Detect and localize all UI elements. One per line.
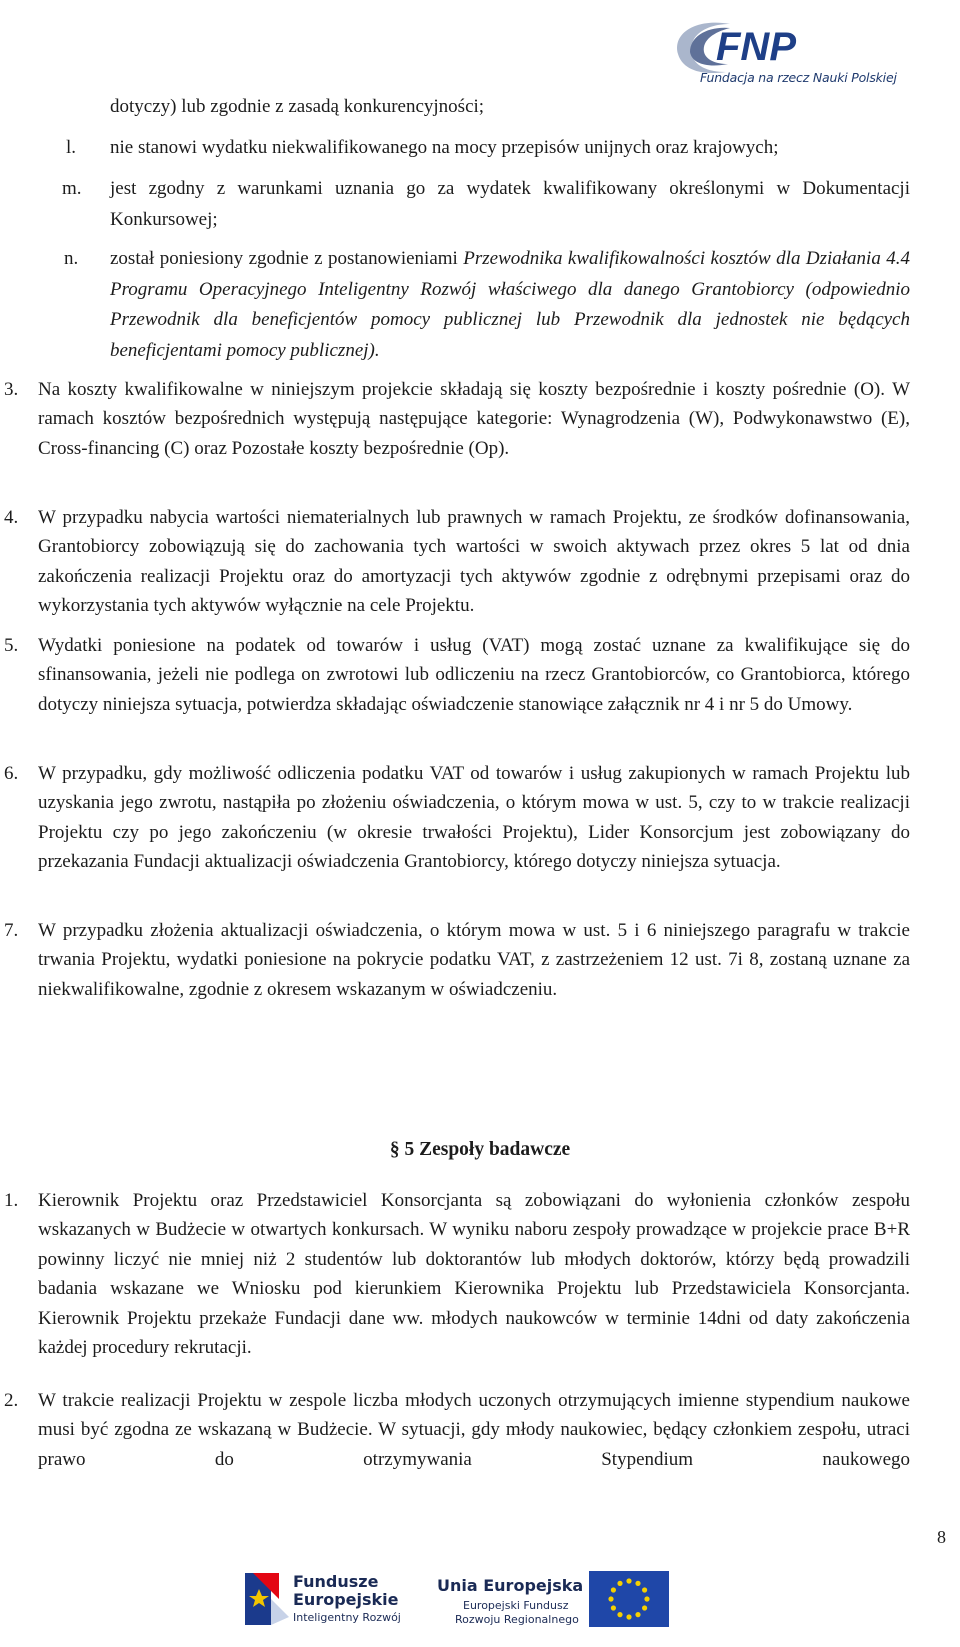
subitem-text-italic: Przewodnika kwalifikowalności kosztów dla Działania 4.4 Programu Operacyjnego Inteligentny Rozwój właściwego dla danego Grantobiorcy (odpowiednio Przewodnik dla beneficjentów pomocy publicznej lub Przewodnik dla jednostek nie będących beneficjentami pomocy publicznej). (110, 248, 911, 362)
fundusze-europejskie-logo (245, 1572, 401, 1625)
item-number-5: 5. (4, 635, 19, 656)
section-item-1 (38, 1186, 910, 1362)
subitem-m (110, 174, 910, 235)
item-4 (38, 503, 910, 621)
continuation-text: dotyczy) lub zgodnie z zasadą konkurencyjności; (110, 96, 485, 117)
item-text: Kierownik Projektu oraz Przedstawiciel Konsorcjanta są zobowiązani do wyłonienia członków zespołu wskazanych w Budżecie w otwartych konkursach. W wyniku naboru zespoły prowadzące w projekcie prace B+R powinny liczyć nie mniej niż 2 studentów lub doktorantów lub młodych doktorów, którzy będą prowadzili badania wskazane we Wniosku pod kierunkiem Kierownika Projektu lub Przedstawiciela Konsorcjanta. Kierownik Projektu przekaże Fundacji dane ww. młodych naukowców w terminie 14dni od daty zakończenia każdej procedury rekrutacji. (38, 1190, 910, 1359)
footer-logos (245, 1565, 725, 1645)
subitem-l (110, 133, 910, 164)
section-item-number-1: 1. (4, 1190, 19, 1211)
fe-line2: Europejskie (293, 1590, 399, 1609)
item-6 (38, 759, 910, 877)
fnp-logo-subtitle: Fundacja na rzecz Nauki Polskiej (700, 70, 897, 85)
subitem-label-n: n. (64, 248, 79, 269)
item-text: W przypadku nabycia wartości niematerialnych lub prawnych w ramach Projektu, ze środków dofinansowania, Grantobiorcy zobowiązują się do zachowania tych wartości w swoich aktywach przez okres 5 lat od dnia zakończenia realizacji Projektu oraz do amortyzacji tych aktywów zgodnie z odrębnymi przepisami oraz do wykorzystania tych aktywów wyłącznie na cele Projektu. (38, 507, 910, 617)
section-item-2 (38, 1386, 910, 1474)
item-text: Wydatki poniesione na podatek od towarów i usług (VAT) mogą zostać uznane za kwalifikujące się do sfinansowania, jeżeli nie podlega on zwrotowi lub odliczeniu na rzecz Grantobiorców, co Grantobiorca, którego dotyczy niniejsza sytuacja, potwierdza składając oświadczenie stanowiące załącznik nr 4 i nr 5 do Umowy. (38, 635, 910, 715)
item-text: Na koszty kwalifikowalne w niniejszym projekcie składają się koszty bezpośrednie i koszty pośrednie (O). W ramach kosztów bezpośrednich występują następujące kategorie: Wynagrodzenia (W), Podwykonawstwo (E), Cross-financing (C) oraz Pozostałe koszty bezpośrednie (Op). (38, 379, 910, 459)
continuation-line (110, 92, 910, 123)
item-7 (38, 916, 910, 1004)
ue-line3: Rozwoju Regionalnego (455, 1613, 579, 1626)
subitem-text (110, 244, 910, 367)
item-text: W przypadku, gdy możliwość odliczenia podatku VAT od towarów i usług zakupionych w ramach Projektu lub uzyskania jego zwrotu, nastąpiła po złożeniu oświadczenia, o którym mowa w ust. 5, czy to w trakcie realizacji Projektu czy po jego zakończeniu (w okresie trwałości Projektu), Lider Konsorcjum jest zobowiązany do przekazania Fundacji aktualizacji oświadczenia Grantobiorcy, którego dotyczy niniejsza sytuacja. (38, 763, 910, 873)
item-5 (38, 631, 910, 719)
subitem-text: jest zgodny z warunkami uznania go za wydatek kwalifikowany określonymi w Dokumentacji Konkursowej; (110, 178, 910, 230)
item-3 (38, 375, 910, 463)
unia-europejska-logo (437, 1571, 669, 1627)
ue-line1: Unia Europejska (437, 1576, 584, 1595)
fnp-logo-text: FNP (716, 25, 796, 69)
fe-line3: Inteligentny Rozwój (293, 1611, 401, 1624)
page-number: 8 (937, 1527, 946, 1547)
subitem-text: nie stanowi wydatku niekwalifikowanego na mocy przepisów unijnych oraz krajowych; (110, 137, 779, 158)
subitem-label-m: m. (62, 178, 82, 199)
subitem-text-regular: został poniesiony zgodnie z postanowieniami (110, 248, 464, 269)
fe-line1: Fundusze (293, 1572, 379, 1591)
subitem-n (110, 244, 910, 367)
fnp-logo (668, 14, 958, 98)
item-text: W przypadku złożenia aktualizacji oświadczenia, o którym mowa w ust. 5 i 6 niniejszego paragrafu w trakcie trwania Projektu, wydatki poniesione na pokrycie podatku VAT, z zastrzeżeniem 12 ust. 7i 8, zostaną uznane za niekwalifikowalne, zgodnie z okresem wskazanym w oświadczeniu. (38, 920, 910, 1000)
item-number-7: 7. (4, 920, 19, 941)
fe-mark-light (271, 1599, 289, 1625)
item-text: W trakcie realizacji Projektu w zespole liczba młodych uczonych otrzymujących imienne stypendium naukowe musi być zgodna ze wskazaną w Budżecie. W sytuacji, gdy młody naukowiec, będący członkiem zespołu, utraci prawo do otrzymywania Stypendium naukowego (38, 1390, 910, 1470)
subitem-label-l: l. (66, 137, 77, 158)
ue-line2: Europejski Fundusz (463, 1599, 569, 1612)
item-number-3: 3. (4, 379, 19, 400)
section-item-number-2: 2. (4, 1390, 19, 1411)
item-number-4: 4. (4, 507, 19, 528)
item-number-6: 6. (4, 763, 19, 784)
section-heading: § 5 Zespoły badawcze (389, 1139, 571, 1160)
